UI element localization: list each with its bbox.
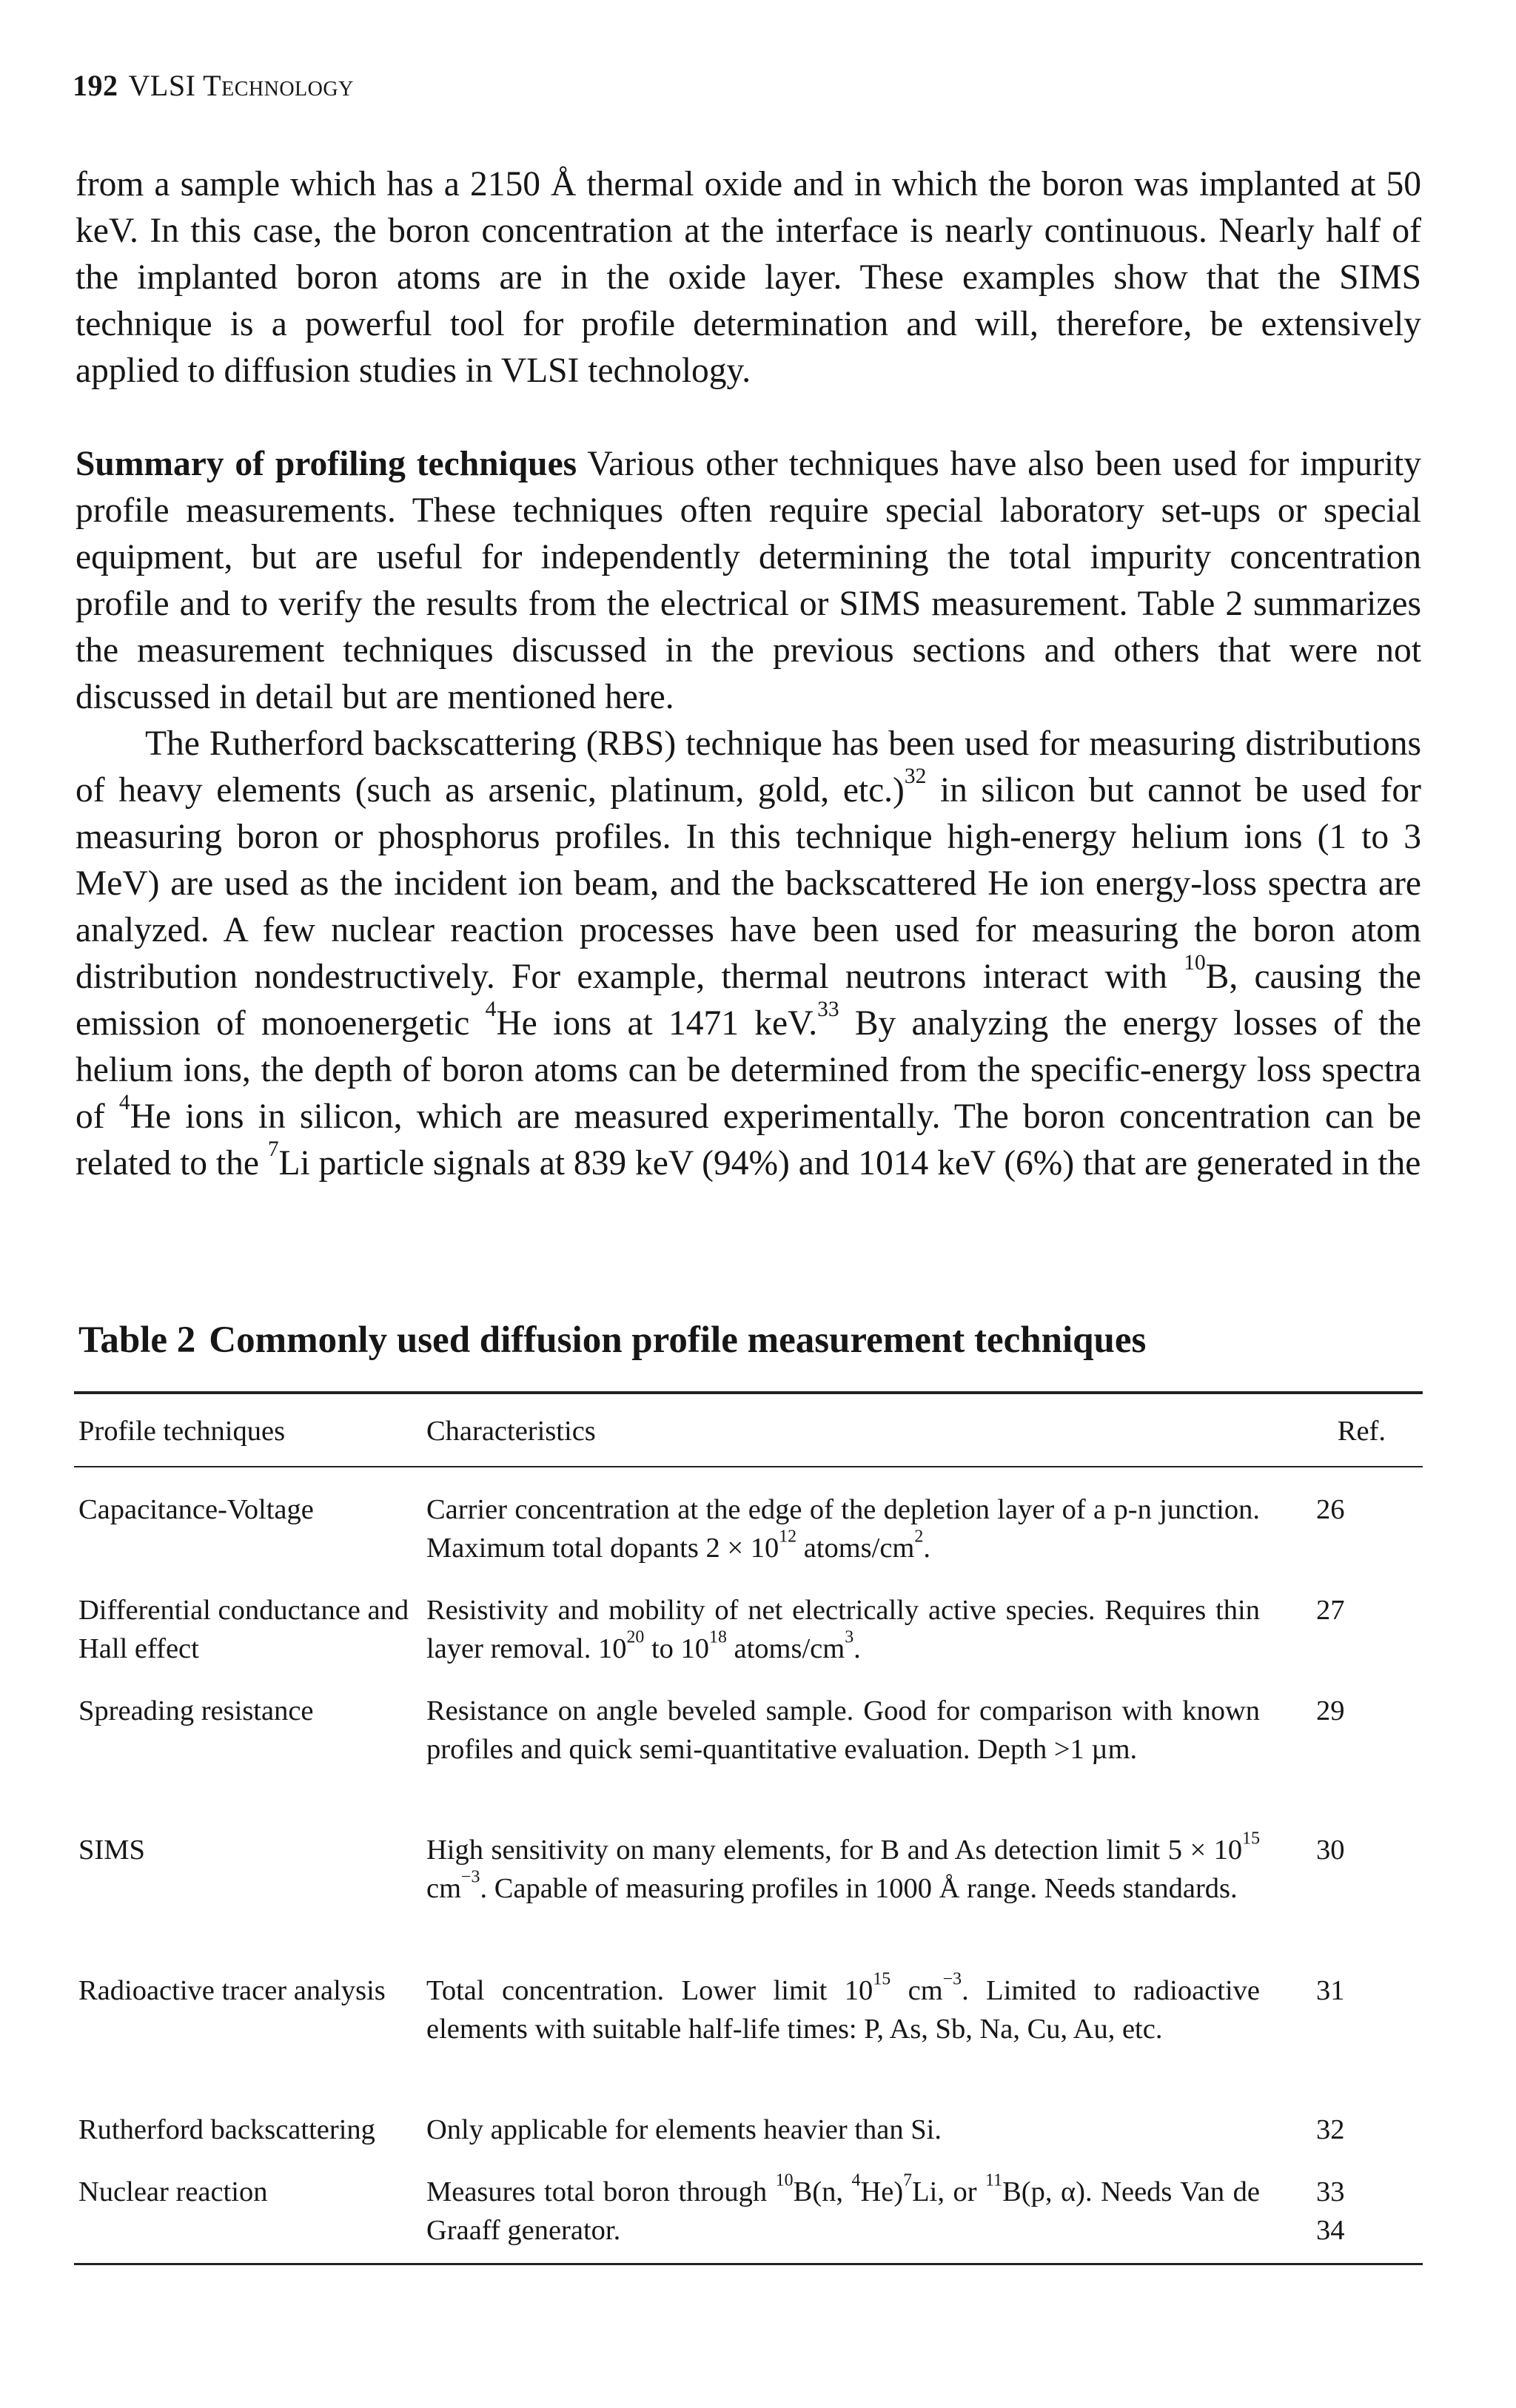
superscript: 4 <box>851 2170 861 2190</box>
characteristics-cell <box>426 1591 1260 1668</box>
isotope-superscript: 4 <box>485 997 497 1021</box>
table-title: Commonly used diffusion profile measurement techniques <box>209 1319 1147 1361</box>
table-caption <box>78 1319 1146 1362</box>
column-header-characteristics: Characteristics <box>426 1416 596 1447</box>
superscript: 11 <box>985 2170 1003 2190</box>
characteristics-cell <box>426 1971 1260 2048</box>
text-run: Measures total boron through <box>426 2176 776 2207</box>
table-number: Table 2 <box>78 1319 196 1361</box>
text-run: B, causing the emission of monoenergetic <box>76 958 1421 1043</box>
technique-cell: Spreading resistance <box>78 1695 314 1726</box>
superscript: 15 <box>873 1969 891 1989</box>
text-run: . <box>853 1633 861 1664</box>
superscript: −3 <box>942 1969 962 1989</box>
technique-cell: Nuclear reaction <box>78 2176 268 2207</box>
ref-cell <box>1316 2173 1405 2250</box>
ref-cell: 27 <box>1316 1595 1345 1626</box>
column-header-ref: Ref. <box>1337 1416 1386 1447</box>
superscript: 18 <box>709 1627 727 1647</box>
run-in-heading: Summary of profiling techniques <box>76 445 577 483</box>
superscript: 12 <box>779 1527 797 1547</box>
text-run: He) <box>860 2176 904 2207</box>
paragraph-summary <box>76 441 1421 721</box>
text-run: . Limited to radioactive elements with suitable half-life times: P, As, Sb, Na, Cu, Au, etc. <box>426 1975 1260 2045</box>
ref-cell: 31 <box>1316 1975 1345 2006</box>
citation-superscript: 33 <box>817 997 839 1021</box>
ref-cell: 29 <box>1316 1695 1345 1726</box>
text-run: B(p, α). Needs Van de Graaff generator. <box>426 2176 1260 2246</box>
technique-cell: Radioactive tracer analysis <box>78 1975 386 2006</box>
text-run: He ions at 1471 keV. <box>496 1004 818 1043</box>
text-run: cm <box>426 1873 462 1904</box>
text-run: cm <box>891 1975 943 2006</box>
text-run: B(n, <box>793 2176 852 2207</box>
citation-superscript: 32 <box>904 764 927 788</box>
text-run: atoms/cm <box>726 1633 845 1664</box>
paragraph-text: Various other techniques have also been used for impurity profile measurements. These techniques often require special laboratory set-ups or special equipment, but are useful for independently determining the total impurity concentration profile and to verify the results from the electrical or SIMS measurement. Table 2 summarizes the measurement techniques discussed in the previous sections and others that were not discussed in detail but are mentioned here. <box>76 445 1421 716</box>
superscript: 7 <box>903 2170 913 2190</box>
technique-cell: Differential conductance and Hall effect <box>78 1595 409 1664</box>
text-run: in silicon but cannot be used for measuring boron or phosphorus profiles. In this technique high-energy helium ions (1 to 3 MeV) are used as the incident ion beam, and the backscattered He ion energy-loss spectra are analyzed. A few nuclear reaction processes have been used for measuring the boron atom distribution nondestructively. For example, thermal neutrons interact with <box>76 771 1421 996</box>
text-run: He ions in silicon, which are measured experimentally. The boron concentration can be related to the <box>76 1097 1421 1183</box>
superscript: 20 <box>626 1627 645 1647</box>
text-run: The Rutherford backscattering (RBS) technique has been used for measuring distributions of heavy elements (such as arsenic, platinum, gold, etc.) <box>76 724 1421 810</box>
text-run: Carrier concentration at the edge of the depletion layer of a p-n junction. Maximum total dopants 2 × 10 <box>426 1494 1260 1564</box>
text-run: Li particle signals at 839 keV (94%) and 1014 keV (6%) that are generated in the <box>278 1144 1421 1183</box>
isotope-superscript: 7 <box>267 1137 279 1161</box>
text-run: Li, or <box>912 2176 986 2207</box>
text-run: atoms/cm <box>796 1533 915 1564</box>
ref-number: 34 <box>1316 2215 1345 2246</box>
superscript: 10 <box>775 2170 794 2190</box>
technique-cell: Capacitance-Voltage <box>78 1494 314 1525</box>
isotope-superscript: 10 <box>1184 950 1206 975</box>
text-run: Resistivity and mobility of net electrically active species. Requires thin layer removal. 10 <box>426 1595 1260 1664</box>
text-run: By analyzing the energy losses of the helium ions, the depth of boron atoms can be determined from the specific-energy loss spectra of <box>76 1004 1421 1136</box>
table-bottom-rule <box>74 2263 1423 2265</box>
isotope-superscript: 4 <box>118 1090 130 1114</box>
ref-number: 33 <box>1316 2176 1345 2207</box>
technique-cell: Rutherford backscattering <box>78 2114 375 2145</box>
column-header-technique: Profile techniques <box>78 1416 286 1447</box>
characteristics-cell <box>426 1490 1260 1567</box>
ref-cell: 26 <box>1316 1494 1345 1525</box>
paragraph-rbs <box>76 721 1421 1187</box>
table-top-rule <box>74 1391 1423 1394</box>
superscript: 2 <box>914 1527 924 1547</box>
paragraph: from a sample which has a 2150 Å thermal oxide and in which the boron was implanted at 50 keV. In this case, the boron concentration at the interface is nearly continuous. Nearly half of the implanted boron atoms are in the oxide layer. These examples show that the SIMS technique is a powerful tool for profile determination and will, therefore, be extensively applied to diffusion studies in VLSI technology. <box>76 165 1421 390</box>
characteristics-cell: Only applicable for elements heavier than Si. <box>426 2114 942 2145</box>
table-header-rule <box>74 1466 1423 1467</box>
page-header <box>73 68 354 103</box>
ref-cell: 32 <box>1316 2114 1345 2145</box>
body-text-section <box>76 441 1421 1187</box>
page-number: 192 <box>73 69 118 102</box>
characteristics-cell: Resistance on angle beveled sample. Good for comparison with known profiles and quick semi-quantitative evaluation. Depth >1 µm. <box>426 1695 1260 1765</box>
characteristics-cell <box>426 2170 1260 2250</box>
text-run: . <box>923 1533 930 1564</box>
text-run: High sensitivity on many elements, for B and As detection limit 5 × 10 <box>426 1834 1243 1866</box>
text-run: Total concentration. Lower limit 10 <box>426 1975 873 2006</box>
characteristics-cell <box>426 1831 1260 1908</box>
ref-cell: 30 <box>1316 1834 1345 1866</box>
body-text-continuation <box>76 161 1421 394</box>
technique-cell: SIMS <box>78 1834 145 1866</box>
text-run: to 10 <box>644 1633 710 1664</box>
text-run: . Capable of measuring profiles in 1000 Å range. Needs standards. <box>480 1873 1238 1904</box>
superscript: 3 <box>845 1627 854 1647</box>
superscript: 15 <box>1242 1829 1260 1849</box>
running-title: VLSI Technology <box>128 69 354 102</box>
superscript: −3 <box>461 1867 480 1887</box>
